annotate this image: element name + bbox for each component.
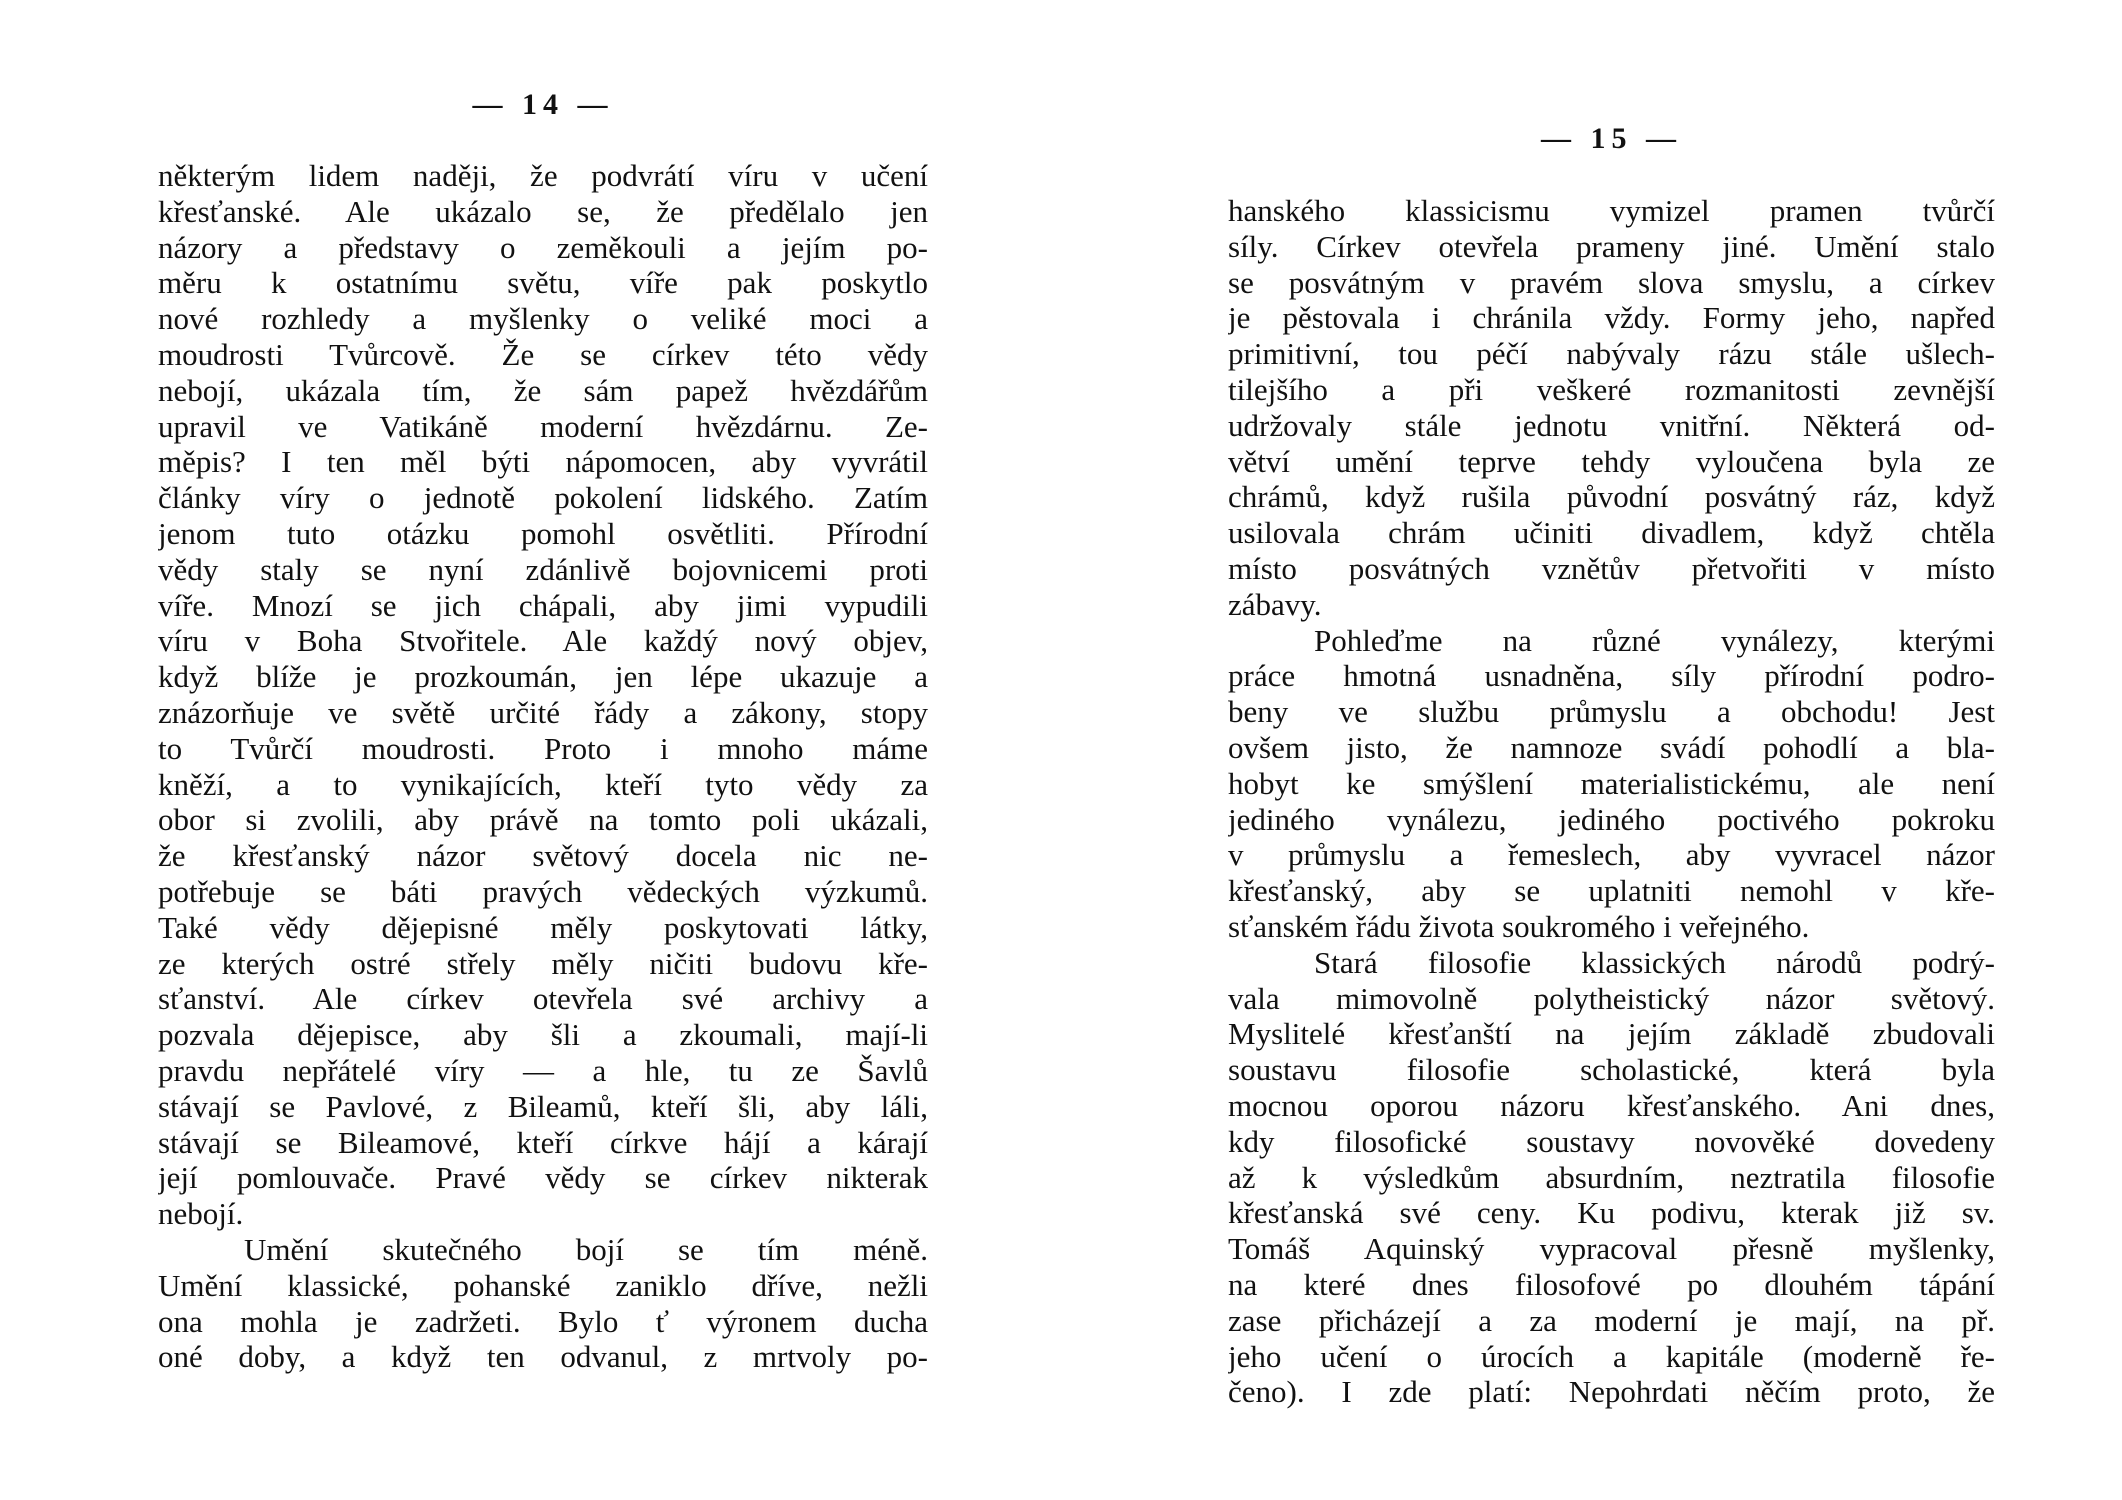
text-line: že křesťanský názor světový docela nic ne- — [158, 838, 928, 874]
text-line: hanského klassicismu vymizel pramen tvůrčí — [1228, 193, 1995, 228]
text-line: Myslitelé křesťanští na jejím základě zbudovali — [1228, 1016, 1995, 1052]
page-text — [1228, 193, 1995, 1410]
text-line: beny ve službu průmyslu a obchodu! Jest — [1228, 694, 1995, 730]
text-line: pozvala dějepisce, aby šli a zkoumali, mají-li — [158, 1017, 928, 1053]
text-line: ze kterých ostré střely měly ničiti budovu kře- — [158, 945, 928, 981]
text-line: zábavy. — [1228, 586, 1322, 622]
text-line: jediného vynálezu, jediného poctivého pokroku — [1228, 801, 1995, 837]
text-line: Stará filosofie klassických národů podrý- — [1314, 944, 1995, 980]
text-line: nebojí, ukázala tím, že sám papež hvězdářům — [158, 372, 928, 408]
text-line: víře. Mnozí se jich chápali, aby jimi vypudili — [158, 587, 928, 623]
text-line: udržovaly stále jednotu vnitřní. Některá od- — [1228, 407, 1995, 443]
page-number: — 14 — — [472, 88, 614, 121]
text-line: když blíže je prozkoumán, jen lépe ukazuje a — [158, 659, 928, 695]
text-line: je pěstovala i chránila vždy. Formy jeho, napřed — [1228, 300, 1995, 336]
text-line: znázorňuje ve světě určité řády a zákony, stopy — [158, 694, 928, 730]
text-line: jenom tuto otázku pomohl osvětliti. Přírodní — [158, 515, 928, 551]
text-line: některým lidem naději, že podvrátí víru v učení — [158, 158, 928, 193]
text-line: pravdu nepřátelé víry — a hle, tu ze Šavlů — [158, 1052, 928, 1088]
text-line: jeho učení o úrocích a kapitále (moderně ře- — [1228, 1338, 1995, 1374]
text-line: křesťanské. Ale ukázalo se, že předělalo jen — [158, 193, 928, 229]
text-line: čeno). I zde platí: Nepohrdati něčím proto, že — [1228, 1374, 1995, 1410]
text-line: články víry o jednotě pokolení lidského. Zatím — [158, 480, 928, 516]
text-line: hobyt ke smýšlení materialistickému, ale není — [1228, 765, 1995, 801]
text-line: nebojí. — [158, 1196, 244, 1232]
text-line: stávají se Pavlové, z Bileamů, kteří šli, aby láli, — [158, 1088, 928, 1124]
text-line: v průmyslu a řemeslech, aby vyvracel názor — [1228, 837, 1995, 873]
text-line: na které dnes filosofové po dlouhém tápání — [1228, 1266, 1995, 1302]
text-line: ovšem jisto, že namnoze svádí pohodlí a bla- — [1228, 729, 1995, 765]
text-line: kněží, a to vynikajících, kteří tyto vědy za — [158, 766, 928, 802]
text-line: soustavu filosofie scholastické, která byla — [1228, 1052, 1995, 1088]
text-line: oné doby, a když ten odvanul, z mrtvoly po- — [158, 1339, 928, 1375]
text-line: chrámů, když rušila původní posvátný ráz, když — [1228, 479, 1995, 515]
text-line: to Tvůrčí moudrosti. Proto i mnoho máme — [158, 730, 928, 766]
text-line: názory a představy o zeměkouli a jejím po- — [158, 229, 928, 265]
text-line: nové rozhledy a myšlenky o veliké moci a — [158, 301, 928, 337]
text-line: křesťanská své ceny. Ku podivu, kterak již sv. — [1228, 1195, 1995, 1231]
text-line: Také vědy dějepisné měly poskytovati látky, — [158, 909, 928, 945]
text-line: potřebuje se báti pravých vědeckých výzkumů. — [158, 873, 928, 909]
text-line: její pomlouvače. Pravé vědy se církev nikterak — [158, 1160, 928, 1196]
text-line: obor si zvolili, aby právě na tomto poli ukázali, — [158, 802, 928, 838]
text-line: Tomáš Aquinský vypracoval přesně myšlenky, — [1228, 1231, 1995, 1267]
text-line: větví umění teprve tehdy vyloučena byla ze — [1228, 443, 1995, 479]
text-line: vědy staly se nyní zdánlivě bojovnicemi proti — [158, 551, 928, 587]
text-line: tilejšího a při veškeré rozmanitosti zevnější — [1228, 371, 1995, 407]
text-line: měru k ostatnímu světu, víře pak poskytlo — [158, 265, 928, 301]
text-line: místo posvátných vznětův přetvořiti v místo — [1228, 550, 1995, 586]
text-line: usilovala chrám učiniti divadlem, když chtěla — [1228, 515, 1995, 551]
text-line: primitivní, tou péčí nabývaly rázu stále ušlech- — [1228, 336, 1995, 372]
text-line: stávají se Bileamové, kteří církve hájí a kárají — [158, 1124, 928, 1160]
text-line: vala mimovolně polytheistický názor světový. — [1228, 980, 1995, 1016]
text-line: sťanském řádu života soukromého i veřejného. — [1228, 908, 1810, 944]
text-line: až k výsledkům absurdním, neztratila filosofie — [1228, 1159, 1995, 1195]
text-line: křesťanský, aby se uplatniti nemohl v kře- — [1228, 873, 1995, 909]
text-line: měpis? I ten měl býti nápomocen, aby vyvrátil — [158, 444, 928, 480]
text-line: zase přicházejí a za moderní je mají, na př. — [1228, 1302, 1995, 1338]
text-line: práce hmotná usnadněna, síly přírodní podro- — [1228, 658, 1995, 694]
text-line: sťanství. Ale církev otevřela své archivy a — [158, 981, 928, 1017]
page-text — [158, 158, 928, 1375]
text-line: kdy filosofické soustavy novověké dovedeny — [1228, 1123, 1995, 1159]
text-line: mocnou oporou názoru křesťanského. Ani dnes, — [1228, 1087, 1995, 1123]
text-line: upravil ve Vatikáně moderní hvězdárnu. Ze- — [158, 408, 928, 444]
text-line: moudrosti Tvůrcově. Že se církev této vědy — [158, 336, 928, 372]
text-line: Umění klassické, pohanské zaniklo dříve, nežli — [158, 1267, 928, 1303]
text-line: víru v Boha Stvořitele. Ale každý nový objev, — [158, 623, 928, 659]
text-line: Umění skutečného bojí se tím méně. — [244, 1231, 928, 1267]
text-line: Pohleďme na různé vynálezy, kterými — [1314, 622, 1995, 658]
text-line: síly. Církev otevřela prameny jiné. Umění stalo — [1228, 228, 1995, 264]
text-line: se posvátným v pravém slova smyslu, a církev — [1228, 264, 1995, 300]
text-line: ona mohla je zadržeti. Bylo ť výronem ducha — [158, 1303, 928, 1339]
page-number: — 15 — — [1541, 122, 1682, 155]
